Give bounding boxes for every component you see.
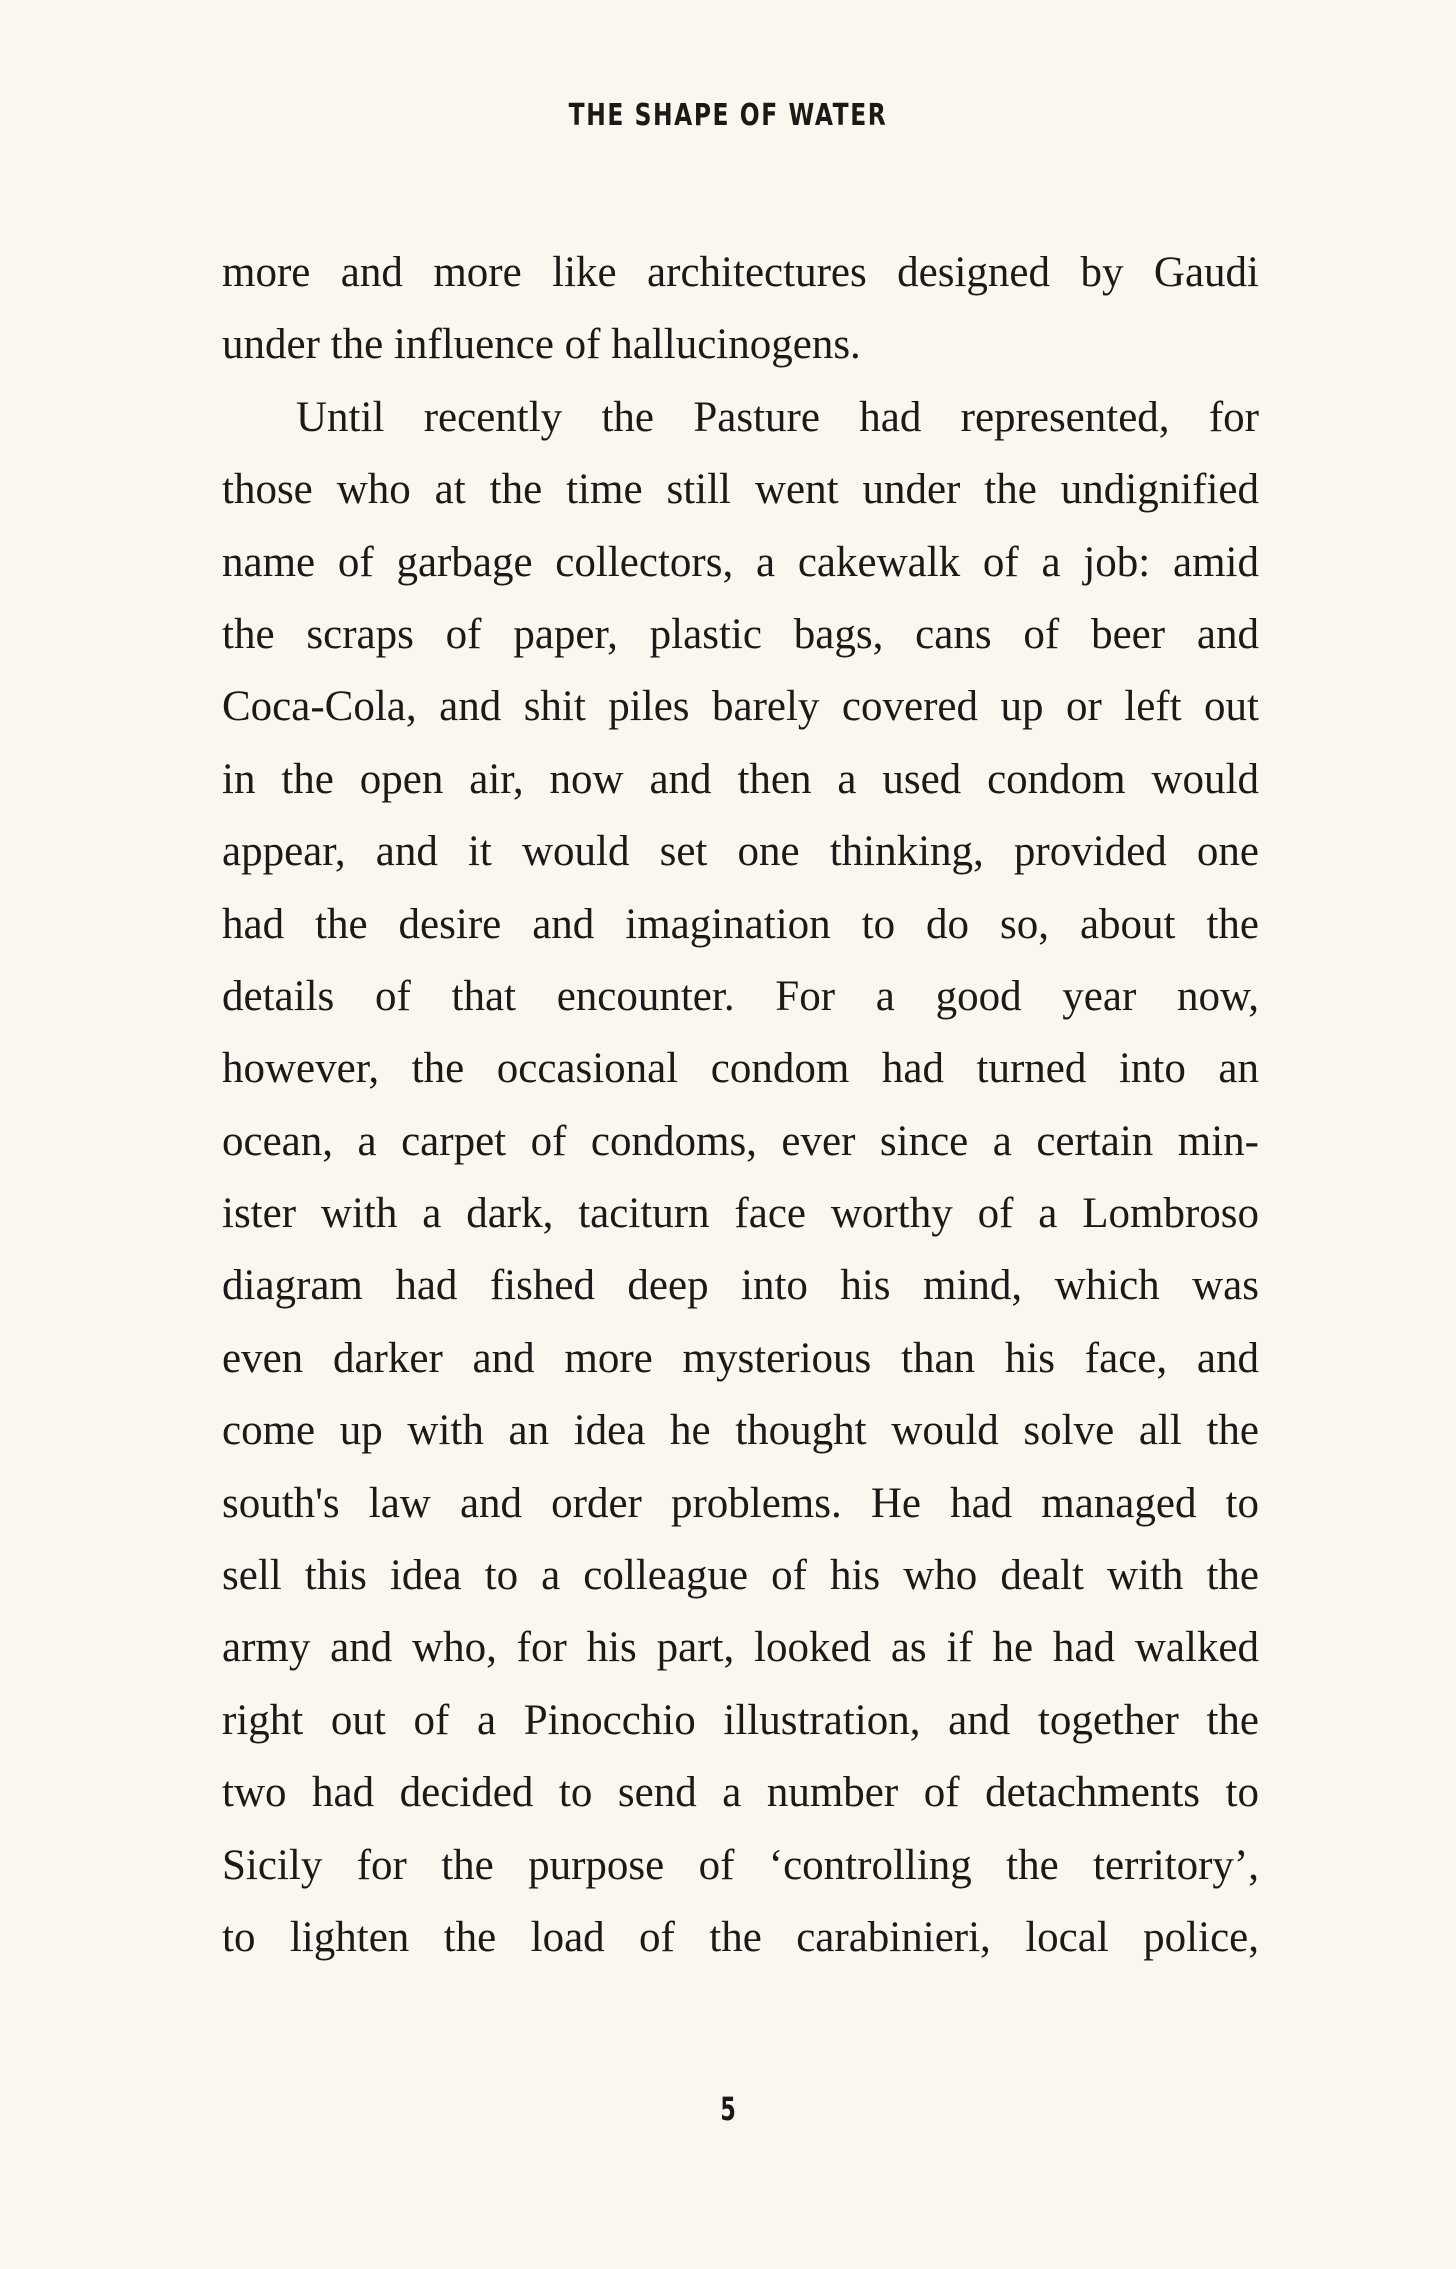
text-line: Coca-Cola, and shit piles barely covered up or left out [222, 683, 1259, 731]
text-line: two had decided to send a number of detachments to [222, 1769, 1259, 1817]
text-line: Until recently the Pasture had represented, for [296, 393, 1259, 441]
text-line: sell this idea to a colleague of his who dealt with the [222, 1552, 1259, 1600]
text-line: in the open air, now and then a used condom would [222, 755, 1259, 803]
text-line: however, the occasional condom had turned into an [222, 1045, 1259, 1093]
body-text [222, 237, 1259, 1974]
text-line: the scraps of paper, plastic bags, cans of beer and [222, 610, 1259, 658]
text-line: appear, and it would set one thinking, provided one [222, 828, 1259, 876]
text-line: diagram had fished deep into his mind, which was [222, 1262, 1259, 1310]
text-line: details of that encounter. For a good year now, [222, 972, 1259, 1020]
page-number: 5 [720, 2090, 736, 2128]
text-line: right out of a Pinocchio illustration, and together the [222, 1696, 1259, 1744]
text-line: ocean, a carpet of condoms, ever since a certain min- [222, 1117, 1259, 1165]
text-line: army and who, for his part, looked as if he had walked [222, 1624, 1259, 1672]
text-line: south's law and order problems. He had managed to [222, 1479, 1259, 1527]
text-line: under the influence of hallucinogens. [222, 321, 861, 369]
running-head: THE SHAPE OF WATER [568, 98, 888, 133]
text-line: those who at the time still went under the undignified [222, 466, 1259, 514]
text-line: had the desire and imagination to do so, about the [222, 900, 1259, 948]
text-line: come up with an idea he thought would solve all the [222, 1407, 1259, 1455]
text-line: name of garbage collectors, a cakewalk of a job: amid [222, 538, 1259, 586]
text-line: to lighten the load of the carabinieri, local police, [222, 1913, 1259, 1961]
text-line: ister with a dark, taciturn face worthy of a Lombroso [222, 1190, 1259, 1238]
text-line: even darker and more mysterious than his face, and [222, 1334, 1259, 1382]
text-line: Sicily for the purpose of ‘controlling the territory’, [222, 1841, 1259, 1889]
text-line: more and more like architectures designed by Gaudi [222, 249, 1259, 296]
